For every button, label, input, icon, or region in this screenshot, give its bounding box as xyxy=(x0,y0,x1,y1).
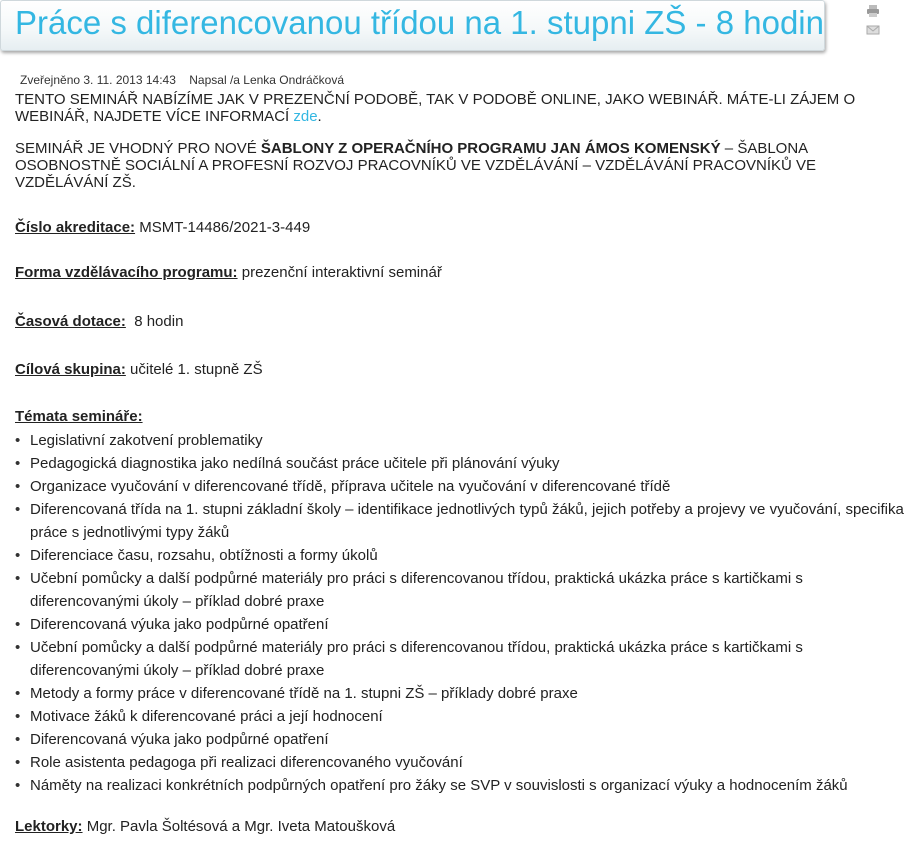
accreditation-field xyxy=(15,219,310,236)
list-item: • Legislativní zakotvení problematiky xyxy=(15,429,912,452)
target-field xyxy=(15,361,263,378)
list-item: • Metody a formy práce v diferencované třídě na 1. stupni ZŠ – příklady dobré praxe xyxy=(15,682,912,705)
accreditation-label: Číslo akreditace: xyxy=(15,219,136,236)
published-date: Zveřejněno 3. 11. 2013 14:43 xyxy=(20,73,176,87)
themes-heading: Témata semináře: xyxy=(15,408,143,425)
target-value: učitelé 1. stupně ZŠ xyxy=(125,361,263,378)
form-value: prezenční interaktivní seminář xyxy=(237,264,442,281)
form-label: Forma vzdělávacího programu: xyxy=(15,264,238,281)
page-title: Práce s diferencovanou třídou na 1. stupni ZŠ - 8 hodin xyxy=(15,4,824,41)
template-bold: ŠABLONY Z OPERAČNÍHO PROGRAMU JAN ÁMOS KOMENSKÝ xyxy=(260,140,721,157)
intro-text: TENTO SEMINÁŘ NABÍZÍME JAK V PREZENČNÍ PODOBĚ, TAK V PODOBĚ ONLINE, JAKO WEBINÁŘ. MÁTE-LI ZÁJEM O WEBINÁŘ, NAJDETE VÍCE INFORMACÍ xyxy=(15,91,856,125)
template-post: – ŠABLONA OSOBNOSTNĚ SOCIÁLNÍ A PROFESNÍ ROZVOJ PRACOVNÍKŮ VE VZDĚLÁVÁNÍ – VZDĚLÁVÁNÍ PRACOVNÍKŮ VE VZDĚLÁVÁNÍ ZŠ. xyxy=(15,140,817,191)
template-pre: SEMINÁŘ JE VHODNÝ PRO NOVÉ xyxy=(15,140,261,157)
list-item: • Diferenciace času, rozsahu, obtížnosti a formy úkolů xyxy=(15,544,912,567)
themes-list xyxy=(15,429,912,797)
list-item: • Náměty na realizaci konkrétních podpůrných opatření pro žáky se SVP v souvislosti s organizací výuky a hodnocením žáků xyxy=(15,774,912,797)
list-item: • Učební pomůcky a další podpůrné materiály pro práci s diferencovanou třídou, praktická ukázka práce s kartičkami s diferencovanými úkoly – příklad dobré praxe xyxy=(15,567,912,613)
article-body xyxy=(15,91,912,835)
author: Napsal /a Lenka Ondráčková xyxy=(189,73,345,87)
accreditation-value: MSMT-14486/2021-3-449 xyxy=(135,219,311,236)
list-item: • Diferencovaná výuka jako podpůrné opatření xyxy=(15,728,912,751)
target-label: Cílová skupina: xyxy=(15,361,126,378)
article-meta xyxy=(20,73,344,87)
title-box xyxy=(0,0,825,51)
list-item: • Role asistenta pedagoga při realizaci diferencovaného vyučování xyxy=(15,751,912,774)
lecturers-label: Lektorky: xyxy=(15,818,83,835)
intro-end: . xyxy=(317,108,322,125)
webinar-link[interactable]: zde xyxy=(293,108,318,125)
email-icon[interactable] xyxy=(866,23,880,37)
hours-label: Časová dotace: xyxy=(15,313,126,330)
lecturers-value: Mgr. Pavla Šoltésová a Mgr. Iveta Matoušková xyxy=(82,818,396,835)
hours-value: 8 hodin xyxy=(125,313,184,330)
lecturers-field xyxy=(15,818,395,835)
list-item: • Učební pomůcky a další podpůrné materiály pro práci s diferencovanou třídou, praktická ukázka práce s kartičkami s diferencovanými úkoly – příklad dobré praxe xyxy=(15,636,912,682)
print-icon[interactable] xyxy=(866,4,880,18)
hours-field xyxy=(15,313,183,330)
intro-paragraph xyxy=(15,91,912,125)
article-tools xyxy=(866,4,912,42)
list-item: • Organizace vyučování v diferencované třídě, příprava učitele na vyučování v diferencované třídě xyxy=(15,475,912,498)
list-item: • Diferencovaná výuka jako podpůrné opatření xyxy=(15,613,912,636)
list-item: • Diferencovaná třída na 1. stupni základní školy – identifikace jednotlivých typů žáků, jejich potřeby a projevy ve vyučování, specifika práce s jednotlivými typy žáků xyxy=(15,498,912,544)
form-field xyxy=(15,264,442,281)
list-item: • Motivace žáků k diferencované práci a její hodnocení xyxy=(15,705,912,728)
list-item: • Pedagogická diagnostika jako nedílná součást práce učitele při plánování výuky xyxy=(15,452,912,475)
template-paragraph xyxy=(15,140,912,191)
